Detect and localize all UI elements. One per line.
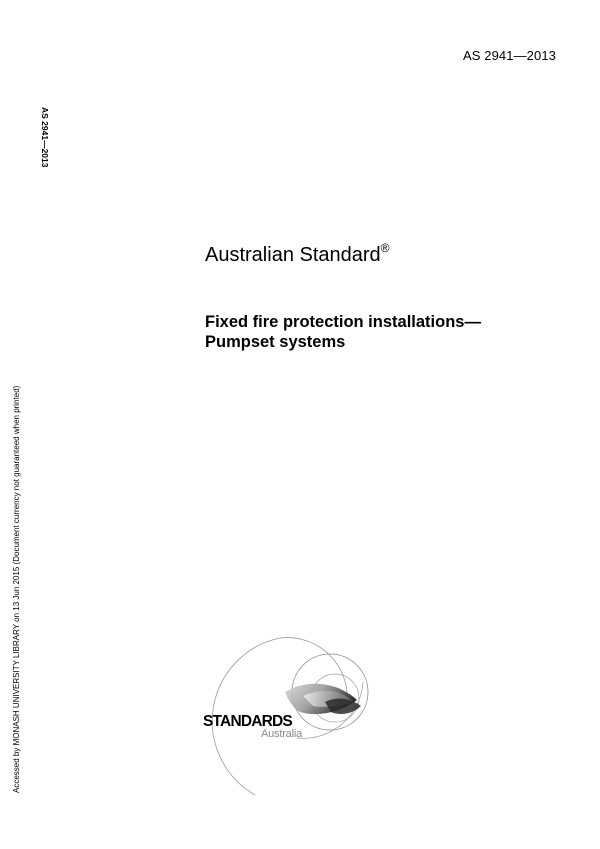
- standard-label-text: Australian Standard: [205, 244, 381, 266]
- document-title: [205, 312, 481, 352]
- document-number: AS 2941—2013: [463, 48, 556, 63]
- standard-label: [205, 241, 390, 267]
- title-line-1: Fixed fire protection installations—: [205, 313, 481, 331]
- logo-subtext: Australia: [261, 728, 302, 740]
- access-note: Accessed by MONASH UNIVERSITY LIBRARY on 13 Jun 2015 (Document currency not guaranteed when printed): [12, 385, 21, 793]
- spine-document-number: AS 2941—2013: [40, 107, 50, 168]
- title-line-2: Pumpset systems: [205, 333, 346, 351]
- logo-wordmark: STANDARDS: [203, 713, 292, 730]
- registered-mark: ®: [380, 241, 390, 255]
